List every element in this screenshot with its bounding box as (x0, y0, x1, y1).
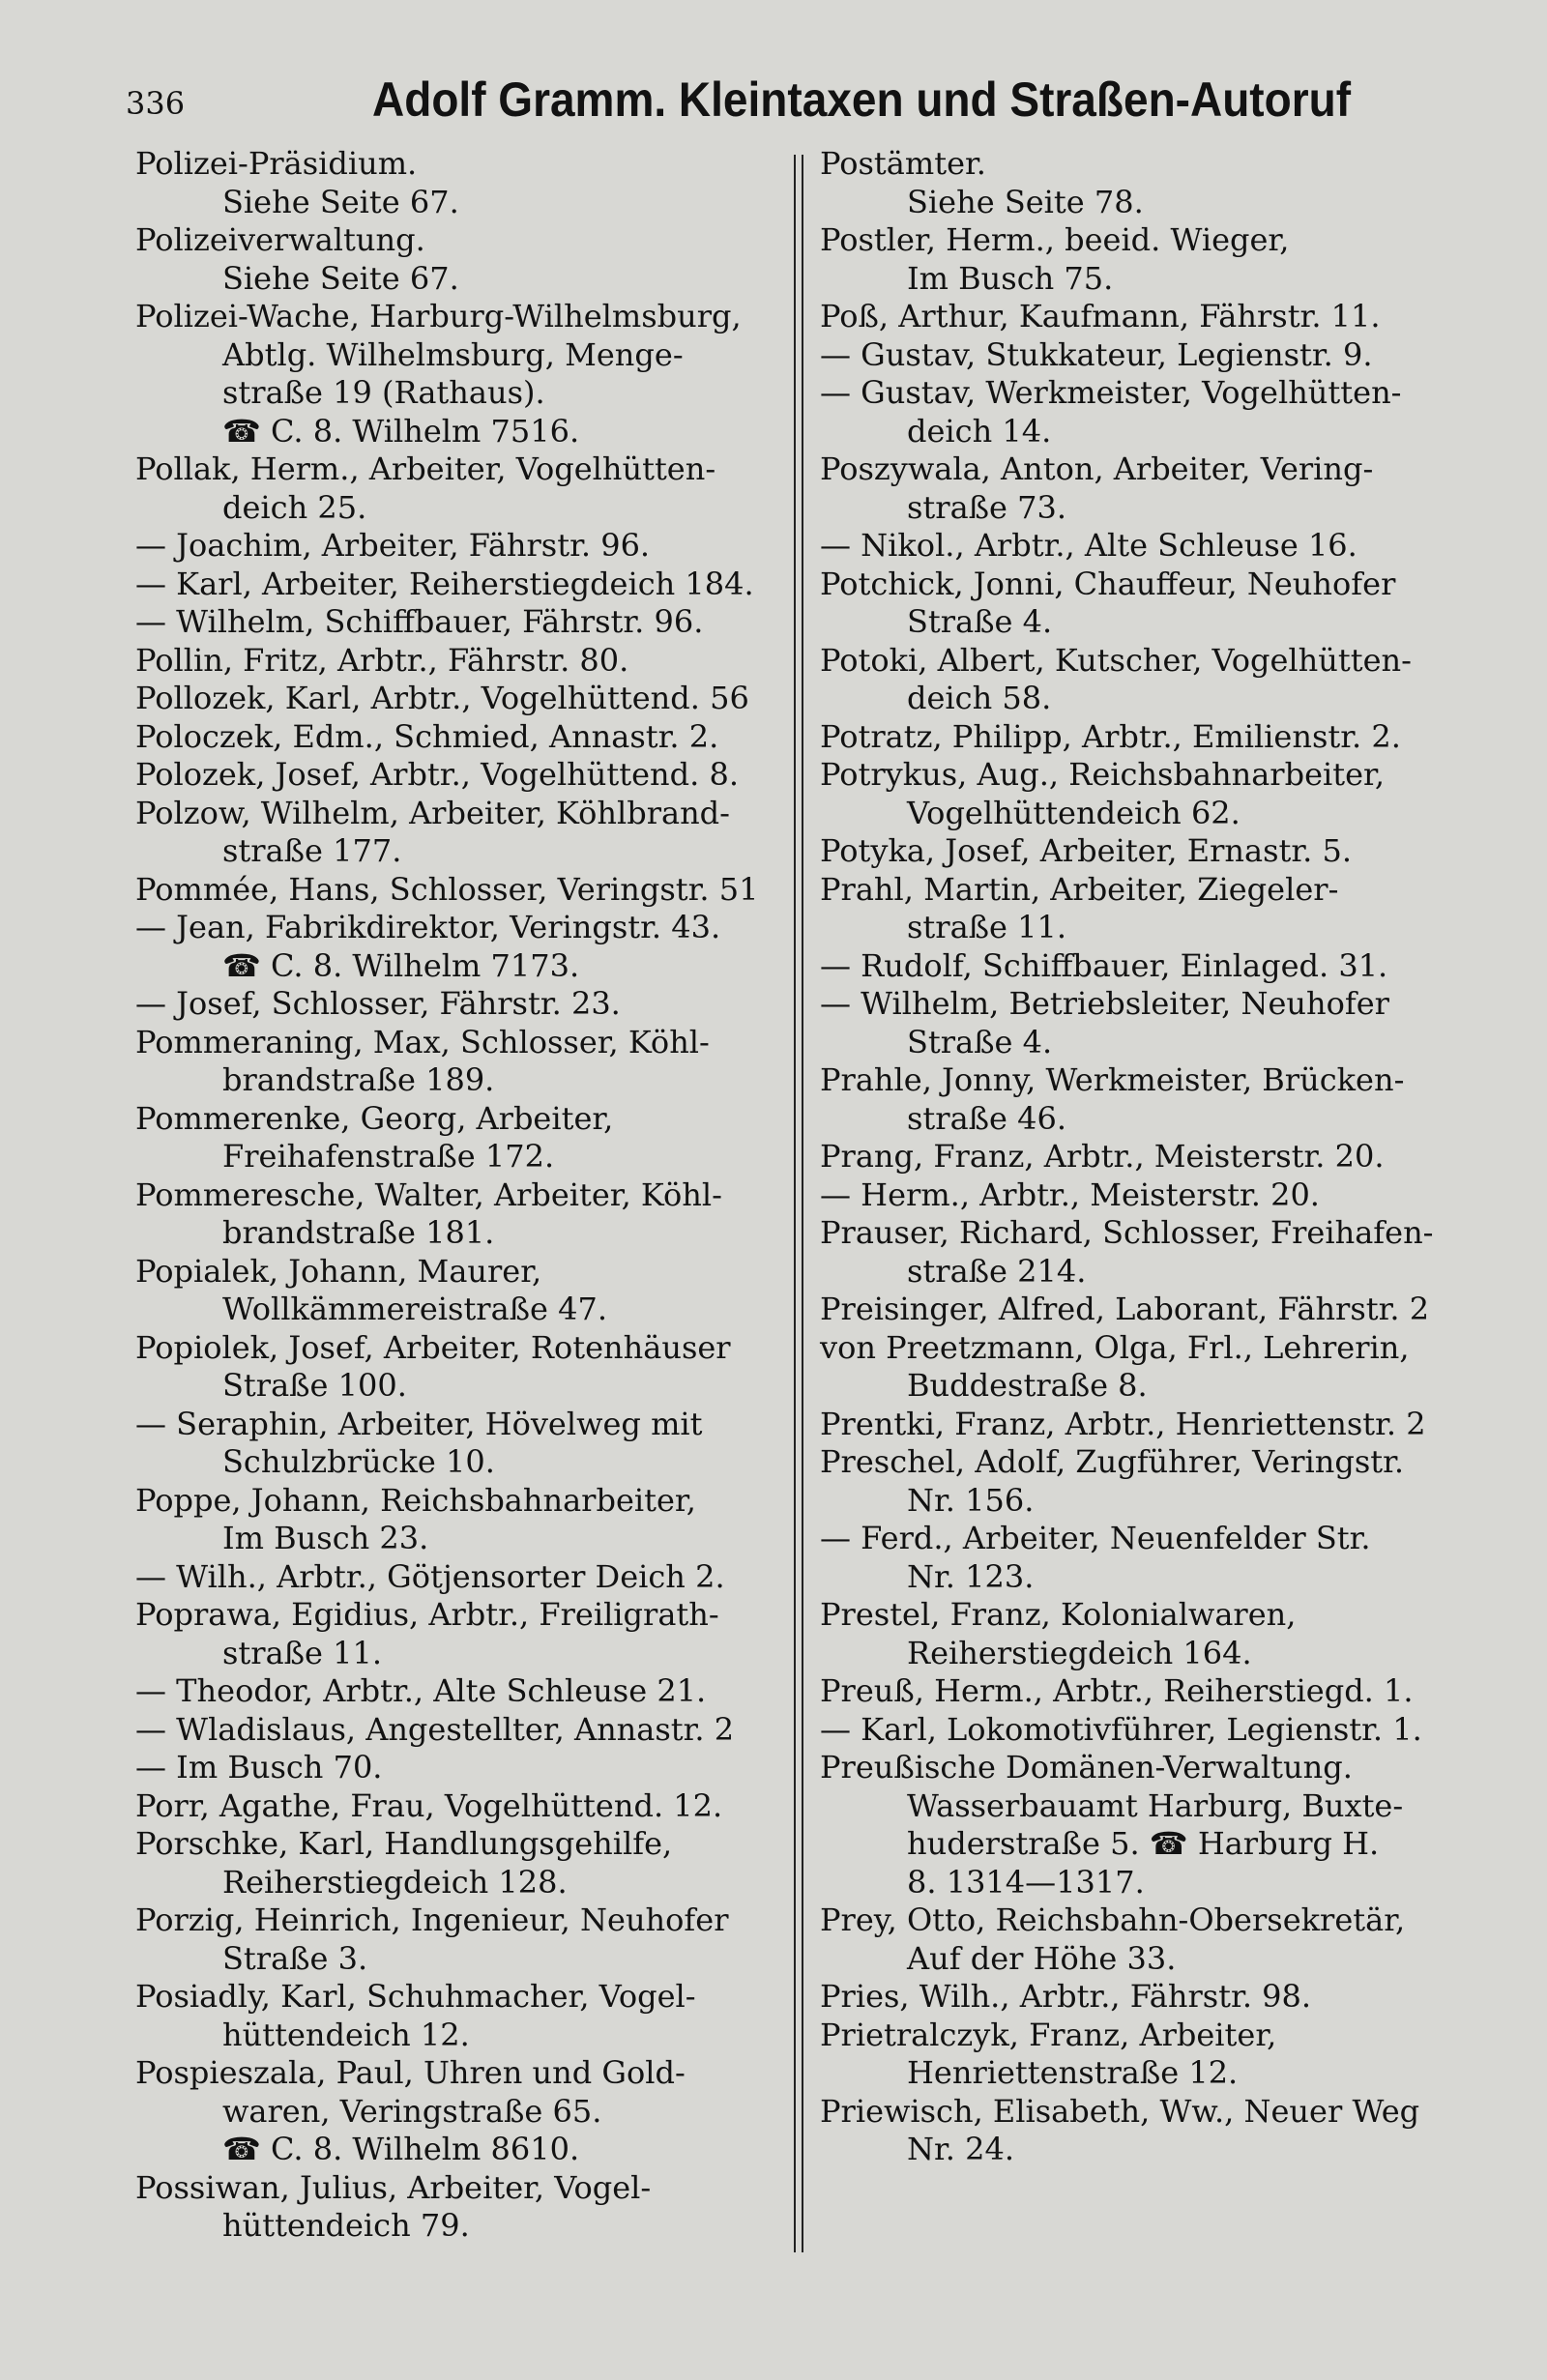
entry-line: Polizei-Präsidium. (135, 145, 418, 182)
entry-continuation-line: ☎ C. 8. Wilhelm 7173. (222, 946, 580, 984)
entry-line: Porschke, Karl, Handlungsgehilfe, (135, 1825, 673, 1862)
entry-line: Priewisch, Elisabeth, Ww., Neuer Weg (820, 2092, 1420, 2130)
entry-line: Postler, Herm., beeid. Wieger, (820, 221, 1290, 258)
page-header (0, 72, 1547, 139)
directory-entry (820, 336, 1487, 375)
entry-line: Pommeraning, Max, Schlosser, Köhl- (135, 1023, 710, 1060)
entry-continuation-line: straße 19 (Rathaus). (222, 374, 545, 411)
entry-continuation-line: deich 58. (907, 680, 1052, 716)
entry-line: — Theodor, Arbtr., Alte Schleuse 21. (135, 1672, 707, 1709)
entry-line: Polizeiverwaltung. (135, 221, 425, 258)
entry-continuation-line: ☎ C. 8. Wilhelm 7516. (222, 412, 580, 450)
entry-line: — Josef, Schlosser, Fährstr. 23. (135, 985, 621, 1022)
directory-entry (135, 527, 778, 566)
entry-line: Prietralczyk, Franz, Arbeiter, (820, 2016, 1277, 2053)
entry-line: Polozek, Josef, Arbtr., Vogelhüttend. 8. (135, 756, 740, 793)
entry-line: Pries, Wilh., Arbtr., Fährstr. 98. (820, 1978, 1312, 2015)
entry-line: Potyka, Josef, Arbeiter, Ernastr. 5. (820, 832, 1353, 869)
directory-entry (135, 642, 778, 681)
directory-entry (135, 221, 778, 298)
entry-continuation-line: hüttendeich 79. (222, 2207, 470, 2244)
entry-line: Pommerenke, Georg, Arbeiter, (135, 1099, 614, 1137)
directory-entry (820, 2017, 1487, 2093)
directory-entry (135, 1482, 778, 1558)
entry-continuation-line: Wollkämmereistraße 47. (222, 1291, 608, 1327)
entry-line: Poprawa, Egidius, Arbtr., Freiligrath- (135, 1596, 719, 1633)
entry-line: Poloczek, Edm., Schmied, Annastr. 2. (135, 717, 719, 755)
entry-continuation-line: straße 73. (907, 488, 1067, 526)
entry-line: — Wladislaus, Angestellter, Annastr. 2 (135, 1710, 735, 1748)
directory-entry (820, 145, 1487, 221)
directory-entry (135, 603, 778, 642)
directory-entry (135, 1100, 778, 1176)
left-column (135, 145, 778, 2246)
entry-line: — Wilhelm, Schiffbauer, Fährstr. 96. (135, 603, 704, 640)
directory-entry (135, 2054, 778, 2169)
entry-line: Poszywala, Anton, Arbeiter, Vering- (820, 450, 1374, 487)
page-number: 336 (126, 85, 186, 122)
directory-entry (820, 1406, 1487, 1444)
entry-continuation-line: Reiherstiegdeich 164. (907, 1634, 1252, 1671)
directory-entry (820, 718, 1487, 757)
entry-line: Polizei-Wache, Harburg-Wilhelmsburg, (135, 298, 742, 334)
entry-continuation-line: ☎ C. 8. Wilhelm 8610. (222, 2131, 580, 2167)
directory-entry (135, 1253, 778, 1329)
directory-entry (820, 642, 1487, 718)
directory-entry (135, 298, 778, 450)
directory-entry (135, 871, 778, 910)
directory-entry (820, 527, 1487, 566)
entry-line: Poß, Arthur, Kaufmann, Fährstr. 11. (820, 298, 1381, 334)
directory-entry (820, 2093, 1487, 2169)
directory-entry (820, 221, 1487, 298)
entry-continuation-line: Nr. 123. (907, 1557, 1035, 1595)
entry-continuation-line: Buddestraße 8. (907, 1367, 1148, 1404)
entry-line: Popialek, Johann, Maurer, (135, 1252, 542, 1290)
entry-line: Prey, Otto, Reichsbahn-Obersekretär, (820, 1901, 1406, 1938)
directory-entry (135, 1329, 778, 1406)
entry-continuation-line: straße 177. (222, 832, 402, 869)
entry-line: Poppe, Johann, Reichsbahnarbeiter, (135, 1481, 696, 1519)
entry-continuation-line: huderstraße 5. ☎ Harburg H. (907, 1825, 1380, 1862)
directory-entry (135, 795, 778, 871)
entry-line: Preußische Domänen-Verwaltung. (820, 1749, 1353, 1785)
directory-entry (135, 1901, 778, 1978)
entry-line: Potchick, Jonni, Chauffeur, Neuhofer (820, 565, 1396, 602)
directory-entry (820, 1520, 1487, 1596)
entry-continuation-line: brandstraße 189. (222, 1061, 495, 1098)
entry-continuation-line: Nr. 156. (907, 1481, 1035, 1519)
entry-line: Pospieszala, Paul, Uhren und Gold- (135, 2054, 686, 2091)
directory-entry (135, 566, 778, 604)
right-column (820, 145, 1487, 2169)
entry-continuation-line: Nr. 24. (907, 2131, 1015, 2167)
entry-line: Preschel, Adolf, Zugführer, Veringstr. (820, 1443, 1405, 1480)
entry-line: Pommeresche, Walter, Arbeiter, Köhl- (135, 1175, 722, 1213)
entry-line: — Gustav, Werkmeister, Vogelhütten- (820, 374, 1402, 411)
directory-entry (820, 1672, 1487, 1711)
directory-entry (135, 1672, 778, 1711)
entry-line: Prang, Franz, Arbtr., Meisterstr. 20. (820, 1138, 1385, 1175)
directory-entry (135, 450, 778, 527)
directory-entry (820, 985, 1487, 1061)
entry-continuation-line: Straße 3. (222, 1939, 368, 1977)
column-divider (794, 155, 803, 2252)
entry-continuation-line: waren, Veringstraße 65. (222, 2092, 602, 2130)
entry-line: Posiadly, Karl, Schuhmacher, Vogel- (135, 1978, 696, 2015)
directory-entry (135, 1558, 778, 1597)
entry-line: — Im Busch 70. (135, 1749, 383, 1785)
directory-entry (820, 1711, 1487, 1750)
directory-entry (820, 1596, 1487, 1672)
entry-line: Pommée, Hans, Schlosser, Veringstr. 51 (135, 870, 759, 908)
entry-continuation-line: brandstraße 181. (222, 1214, 495, 1251)
directory-entry (135, 1825, 778, 1901)
entry-line: Potoki, Albert, Kutscher, Vogelhütten- (820, 641, 1412, 679)
entry-continuation-line: straße 11. (907, 909, 1067, 945)
entry-continuation-line: straße 46. (907, 1099, 1067, 1137)
directory-entry (135, 2169, 778, 2246)
entry-line: Porr, Agathe, Frau, Vogelhüttend. 12. (135, 1786, 723, 1824)
entry-line: Potratz, Philipp, Arbtr., Emilienstr. 2. (820, 717, 1401, 755)
entry-line: Polzow, Wilhelm, Arbeiter, Köhlbrand- (135, 794, 730, 831)
directory-entry (135, 145, 778, 221)
directory-entry (820, 756, 1487, 832)
entry-continuation-line: Siehe Seite 67. (222, 183, 459, 220)
directory-entry (135, 1787, 778, 1826)
directory-entry (820, 1443, 1487, 1520)
entry-line: — Seraphin, Arbeiter, Hövelweg mit (135, 1405, 703, 1442)
entry-continuation-line: Auf der Höhe 33. (907, 1939, 1177, 1977)
entry-line: — Jean, Fabrikdirektor, Veringstr. 43. (135, 909, 721, 945)
entry-line: — Karl, Arbeiter, Reiherstiegdeich 184. (135, 565, 754, 602)
entry-continuation-line: deich 25. (222, 488, 367, 526)
directory-entry (135, 1978, 778, 2054)
entry-line: — Wilh., Arbtr., Götjensorter Deich 2. (135, 1557, 725, 1595)
entry-line: Porzig, Heinrich, Ingenieur, Neuhofer (135, 1901, 729, 1938)
entry-line: Preuß, Herm., Arbtr., Reiherstiegd. 1. (820, 1672, 1414, 1709)
entry-line: Prahl, Martin, Arbeiter, Ziegeler- (820, 870, 1339, 908)
directory-entry (135, 1749, 778, 1787)
entry-line: — Karl, Lokomotivführer, Legienstr. 1. (820, 1710, 1422, 1748)
directory-entry (820, 1138, 1487, 1176)
entry-continuation-line: Straße 4. (907, 1023, 1053, 1060)
entry-line: Prahle, Jonny, Werkmeister, Brücken- (820, 1061, 1405, 1098)
directory-entry (820, 1978, 1487, 2017)
entry-continuation-line: Abtlg. Wilhelmsburg, Menge- (222, 335, 684, 373)
entry-line: von Preetzmann, Olga, Frl., Lehrerin, (820, 1328, 1410, 1366)
directory-entry (820, 1901, 1487, 1978)
page-title: Adolf Gramm. Kleintaxen und Straßen-Autoruf (372, 73, 1352, 127)
entry-continuation-line: Schulzbrücke 10. (222, 1443, 495, 1480)
entry-line: Preisinger, Alfred, Laborant, Fährstr. 2 (820, 1291, 1430, 1327)
entry-line: Postämter. (820, 145, 986, 182)
entry-continuation-line: Im Busch 75. (907, 259, 1114, 297)
entry-continuation-line: Vogelhüttendeich 62. (907, 794, 1241, 831)
entry-continuation-line: straße 214. (907, 1252, 1087, 1290)
directory-entry (820, 1176, 1487, 1215)
entry-continuation-line: Siehe Seite 67. (222, 259, 459, 297)
entry-continuation-line: Im Busch 23. (222, 1520, 429, 1556)
entry-continuation-line: Straße 4. (907, 603, 1053, 640)
entry-line: Prauser, Richard, Schlosser, Freihafen- (820, 1214, 1434, 1251)
entry-continuation-line: 8. 1314—1317. (907, 1863, 1145, 1901)
entry-continuation-line: straße 11. (222, 1634, 383, 1671)
entry-line: — Rudolf, Schiffbauer, Einlaged. 31. (820, 946, 1388, 984)
entry-line: Potrykus, Aug., Reichsbahnarbeiter, (820, 756, 1385, 793)
directory-entry (135, 756, 778, 795)
entry-continuation-line: Siehe Seite 78. (907, 183, 1144, 220)
directory-entry (820, 374, 1487, 450)
entry-line: — Ferd., Arbeiter, Neuenfelder Str. (820, 1520, 1371, 1556)
entry-continuation-line: Reiherstiegdeich 128. (222, 1863, 568, 1901)
directory-entry (135, 680, 778, 718)
entry-line: — Nikol., Arbtr., Alte Schleuse 16. (820, 527, 1357, 564)
entry-line: Prestel, Franz, Kolonialwaren, (820, 1596, 1297, 1633)
directory-entry (135, 718, 778, 757)
directory-entry (135, 985, 778, 1024)
directory-entry (820, 947, 1487, 986)
entry-line: Prentki, Franz, Arbtr., Henriettenstr. 2 (820, 1405, 1426, 1442)
directory-entry (135, 1406, 778, 1482)
entry-line: Pollozek, Karl, Arbtr., Vogelhüttend. 56 (135, 680, 749, 716)
directory-entry (820, 1291, 1487, 1329)
directory-entry (820, 1061, 1487, 1138)
directory-entry (820, 1214, 1487, 1291)
directory-entry (820, 298, 1487, 336)
entry-line: — Gustav, Stukkateur, Legienstr. 9. (820, 335, 1373, 373)
directory-entry (820, 1749, 1487, 1901)
directory-entry (820, 871, 1487, 947)
entry-line: — Joachim, Arbeiter, Fährstr. 96. (135, 527, 651, 564)
directory-entry (820, 450, 1487, 527)
entry-continuation-line: Henriettenstraße 12. (907, 2054, 1239, 2091)
directory-entry (820, 1329, 1487, 1406)
entry-continuation-line: Wasserbauamt Harburg, Buxte- (907, 1786, 1404, 1824)
directory-entry (135, 1176, 778, 1253)
entry-continuation-line: Freihafenstraße 172. (222, 1138, 555, 1175)
directory-entry (135, 1711, 778, 1750)
entry-line: Pollak, Herm., Arbeiter, Vogelhütten- (135, 450, 716, 487)
entry-line: — Herm., Arbtr., Meisterstr. 20. (820, 1175, 1320, 1213)
entry-line: Pollin, Fritz, Arbtr., Fährstr. 80. (135, 641, 629, 679)
entry-line: — Wilhelm, Betriebsleiter, Neuhofer (820, 985, 1389, 1022)
directory-entry (135, 909, 778, 985)
directory-entry (820, 832, 1487, 871)
directory-entry (135, 1024, 778, 1100)
directory-entry (820, 566, 1487, 642)
entry-continuation-line: deich 14. (907, 412, 1052, 450)
directory-entry (135, 1596, 778, 1672)
entry-continuation-line: Straße 100. (222, 1367, 407, 1404)
entry-continuation-line: hüttendeich 12. (222, 2016, 470, 2053)
entry-line: Popiolek, Josef, Arbeiter, Rotenhäuser (135, 1328, 731, 1366)
entry-line: Possiwan, Julius, Arbeiter, Vogel- (135, 2168, 652, 2206)
